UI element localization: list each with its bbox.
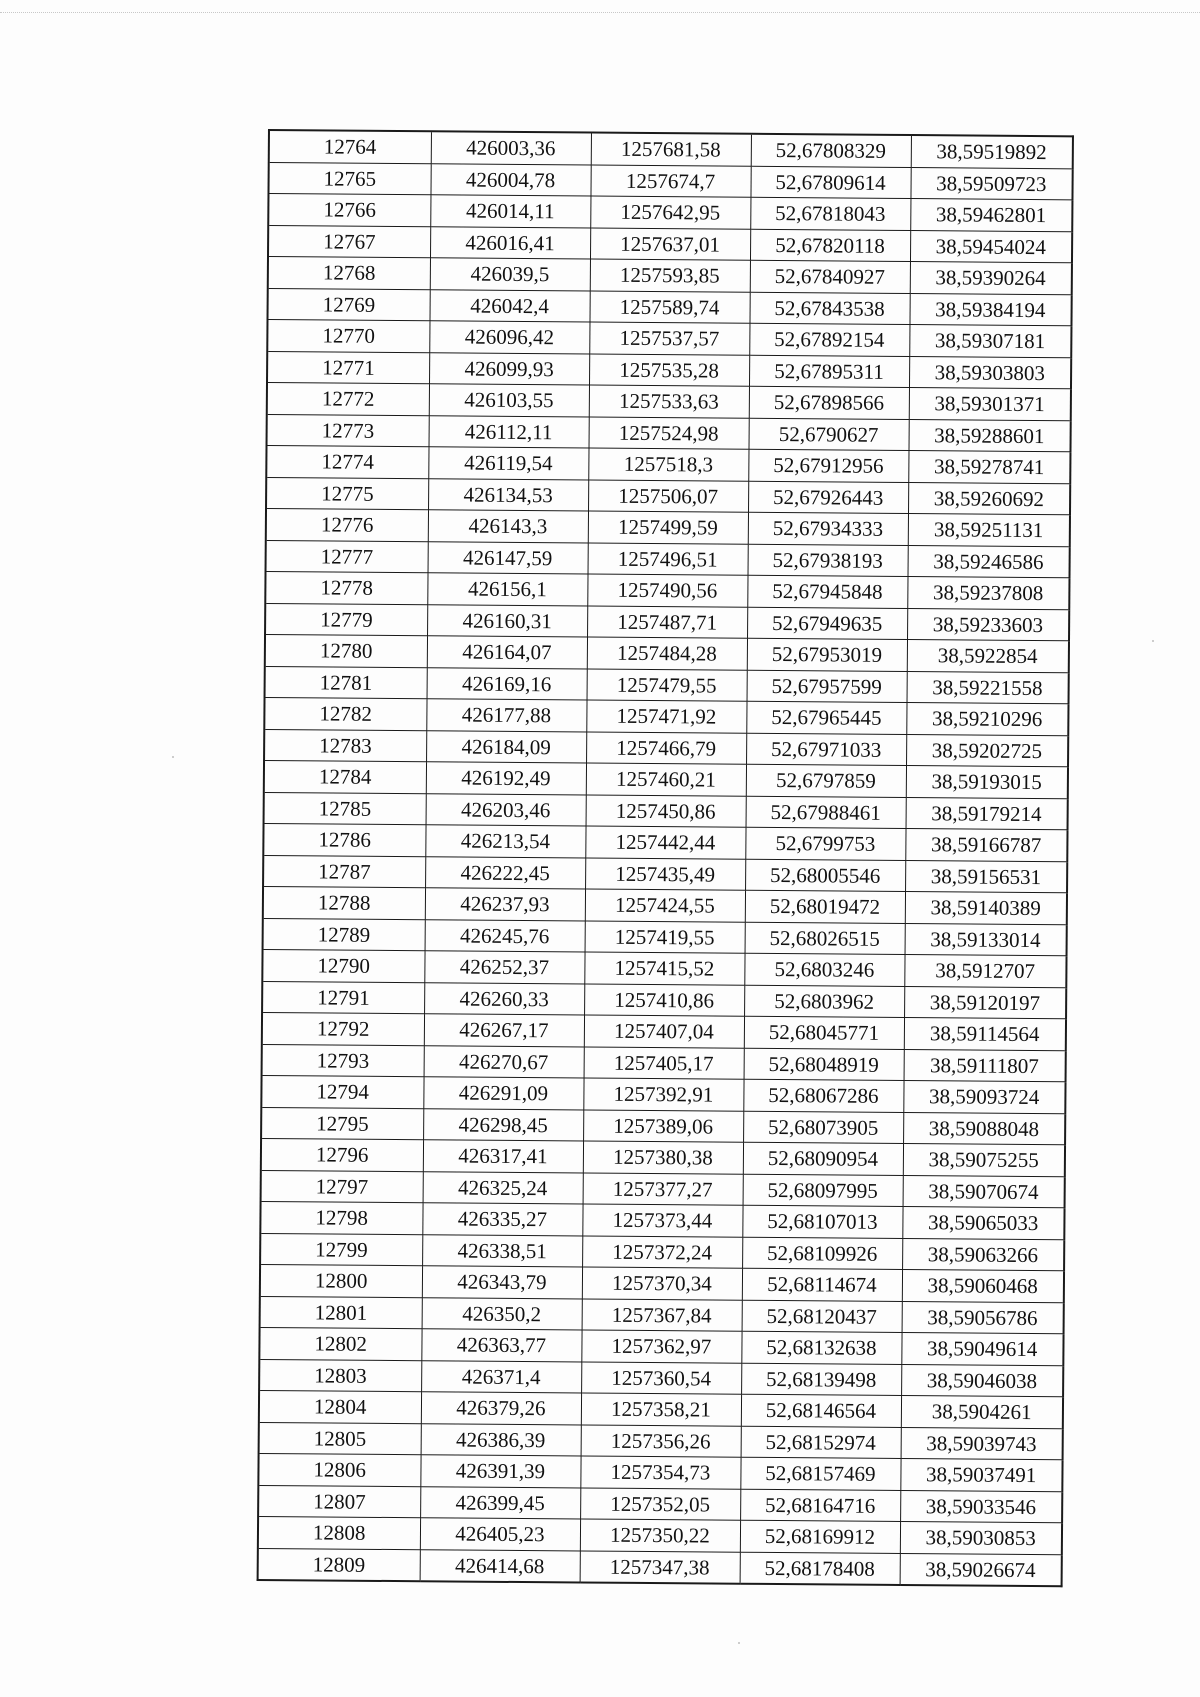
longitude-cell: 38,59093724 xyxy=(903,1081,1065,1114)
scan-speck xyxy=(1152,640,1154,642)
y-coordinate-cell: 1257589,74 xyxy=(589,291,749,324)
longitude-cell: 38,59063266 xyxy=(902,1238,1064,1271)
latitude-cell: 52,67892154 xyxy=(749,323,909,356)
latitude-cell: 52,68169912 xyxy=(740,1520,900,1553)
latitude-cell: 52,67938193 xyxy=(748,544,908,577)
latitude-cell: 52,68073905 xyxy=(743,1111,903,1144)
longitude-cell: 38,5904261 xyxy=(901,1396,1063,1429)
x-coordinate-cell: 426405,23 xyxy=(420,1518,580,1551)
latitude-cell: 52,6790627 xyxy=(748,418,908,451)
point-number-cell: 12775 xyxy=(266,477,428,510)
x-coordinate-cell: 426379,26 xyxy=(421,1392,581,1425)
latitude-cell: 52,68048919 xyxy=(744,1048,904,1081)
x-coordinate-cell: 426237,93 xyxy=(425,888,585,921)
x-coordinate-cell: 426222,45 xyxy=(425,856,585,889)
latitude-cell: 52,68146564 xyxy=(741,1394,901,1427)
y-coordinate-cell: 1257681,58 xyxy=(591,133,751,166)
longitude-cell: 38,59260692 xyxy=(908,482,1070,515)
latitude-cell: 52,68152974 xyxy=(741,1426,901,1459)
longitude-cell: 38,59111807 xyxy=(904,1049,1066,1082)
x-coordinate-cell: 426103,55 xyxy=(429,384,589,417)
y-coordinate-cell: 1257350,22 xyxy=(580,1519,740,1552)
x-coordinate-cell: 426203,46 xyxy=(426,793,586,826)
longitude-cell: 38,59221558 xyxy=(907,671,1069,704)
x-coordinate-cell: 426317,41 xyxy=(423,1140,583,1173)
latitude-cell: 52,67934333 xyxy=(748,512,908,545)
y-coordinate-cell: 1257392,91 xyxy=(583,1078,743,1111)
longitude-cell: 38,59462801 xyxy=(910,199,1072,232)
x-coordinate-cell: 426363,77 xyxy=(421,1329,581,1362)
point-number-cell: 12776 xyxy=(266,508,428,541)
x-coordinate-cell: 426335,27 xyxy=(422,1203,582,1236)
y-coordinate-cell: 1257410,86 xyxy=(584,984,744,1017)
x-coordinate-cell: 426014,11 xyxy=(430,195,590,228)
point-number-cell: 12772 xyxy=(267,383,429,416)
x-coordinate-cell: 426039,5 xyxy=(430,258,590,291)
longitude-cell: 38,59026674 xyxy=(900,1553,1062,1586)
latitude-cell: 52,67953019 xyxy=(747,638,907,671)
x-coordinate-cell: 426343,79 xyxy=(422,1266,582,1299)
x-coordinate-cell: 426291,09 xyxy=(423,1077,583,1110)
y-coordinate-cell: 1257360,54 xyxy=(581,1361,741,1394)
x-coordinate-cell: 426143,3 xyxy=(428,510,588,543)
point-number-cell: 12774 xyxy=(266,445,428,478)
y-coordinate-cell: 1257642,95 xyxy=(590,196,750,229)
latitude-cell: 52,68120437 xyxy=(742,1300,902,1333)
y-coordinate-cell: 1257347,38 xyxy=(580,1550,740,1583)
longitude-cell: 38,59179214 xyxy=(906,797,1068,830)
y-coordinate-cell: 1257518,3 xyxy=(588,448,748,481)
point-number-cell: 12790 xyxy=(262,949,424,982)
point-number-cell: 12803 xyxy=(259,1359,421,1392)
latitude-cell: 52,68005546 xyxy=(745,859,905,892)
y-coordinate-cell: 1257435,49 xyxy=(585,858,745,891)
latitude-cell: 52,68045771 xyxy=(744,1016,904,1049)
longitude-cell: 38,59519892 xyxy=(911,135,1073,168)
x-coordinate-cell: 426004,78 xyxy=(430,163,590,196)
point-number-cell: 12764 xyxy=(269,130,431,163)
latitude-cell: 52,67988461 xyxy=(746,796,906,829)
longitude-cell: 38,59088048 xyxy=(903,1112,1065,1145)
y-coordinate-cell: 1257367,84 xyxy=(582,1299,742,1332)
y-coordinate-cell: 1257524,98 xyxy=(589,417,749,450)
point-number-cell: 12794 xyxy=(261,1075,423,1108)
y-coordinate-cell: 1257637,01 xyxy=(590,228,750,261)
latitude-cell: 52,68132638 xyxy=(741,1331,901,1364)
point-number-cell: 12791 xyxy=(262,981,424,1014)
y-coordinate-cell: 1257389,06 xyxy=(583,1110,743,1143)
latitude-cell: 52,68067286 xyxy=(743,1079,903,1112)
latitude-cell: 52,68114674 xyxy=(742,1268,902,1301)
longitude-cell: 38,59288601 xyxy=(908,419,1070,452)
y-coordinate-cell: 1257533,63 xyxy=(589,385,749,418)
y-coordinate-cell: 1257674,7 xyxy=(590,165,750,198)
longitude-cell: 38,59384194 xyxy=(909,293,1071,326)
point-number-cell: 12771 xyxy=(267,351,429,384)
x-coordinate-cell: 426147,59 xyxy=(428,541,588,574)
point-number-cell: 12798 xyxy=(260,1201,422,1234)
latitude-cell: 52,67945848 xyxy=(747,575,907,608)
latitude-cell: 52,67898566 xyxy=(749,386,909,419)
x-coordinate-cell: 426164,07 xyxy=(427,636,587,669)
longitude-cell: 38,5922854 xyxy=(907,640,1069,673)
point-number-cell: 12804 xyxy=(259,1390,421,1423)
point-number-cell: 12795 xyxy=(261,1107,423,1140)
latitude-cell: 52,68164716 xyxy=(740,1489,900,1522)
y-coordinate-cell: 1257487,71 xyxy=(587,606,747,639)
scan-edge-line xyxy=(0,12,1200,13)
y-coordinate-cell: 1257352,05 xyxy=(580,1487,740,1520)
latitude-cell: 52,67808329 xyxy=(751,134,911,167)
point-number-cell: 12788 xyxy=(263,886,425,919)
x-coordinate-cell: 426160,31 xyxy=(427,604,587,637)
y-coordinate-cell: 1257499,59 xyxy=(588,511,748,544)
y-coordinate-cell: 1257380,38 xyxy=(583,1141,743,1174)
y-coordinate-cell: 1257442,44 xyxy=(585,826,745,859)
latitude-cell: 52,68090954 xyxy=(743,1142,903,1175)
x-coordinate-cell: 426192,49 xyxy=(426,762,586,795)
x-coordinate-cell: 426213,54 xyxy=(425,825,585,858)
point-number-cell: 12785 xyxy=(264,792,426,825)
x-coordinate-cell: 426134,53 xyxy=(428,478,588,511)
x-coordinate-cell: 426298,45 xyxy=(423,1108,583,1141)
latitude-cell: 52,68107013 xyxy=(742,1205,902,1238)
y-coordinate-cell: 1257356,26 xyxy=(581,1424,741,1457)
longitude-cell: 38,59166787 xyxy=(905,829,1067,862)
y-coordinate-cell: 1257424,55 xyxy=(585,889,745,922)
y-coordinate-cell: 1257496,51 xyxy=(588,543,748,576)
y-coordinate-cell: 1257537,57 xyxy=(589,322,749,355)
longitude-cell: 38,59202725 xyxy=(906,734,1068,767)
latitude-cell: 52,67809614 xyxy=(750,166,910,199)
x-coordinate-cell: 426386,39 xyxy=(421,1423,581,1456)
x-coordinate-cell: 426184,09 xyxy=(426,730,586,763)
point-number-cell: 12807 xyxy=(258,1485,420,1518)
x-coordinate-cell: 426260,33 xyxy=(424,982,584,1015)
longitude-cell: 38,59210296 xyxy=(906,703,1068,736)
y-coordinate-cell: 1257419,55 xyxy=(585,921,745,954)
point-number-cell: 12797 xyxy=(261,1170,423,1203)
longitude-cell: 38,59120197 xyxy=(904,986,1066,1019)
y-coordinate-cell: 1257506,07 xyxy=(588,480,748,513)
point-number-cell: 12769 xyxy=(268,288,430,321)
longitude-cell: 38,59278741 xyxy=(908,451,1070,484)
y-coordinate-cell: 1257593,85 xyxy=(590,259,750,292)
x-coordinate-cell: 426414,68 xyxy=(420,1549,580,1582)
point-number-cell: 12801 xyxy=(260,1296,422,1329)
point-number-cell: 12806 xyxy=(258,1453,420,1486)
point-number-cell: 12780 xyxy=(265,634,427,667)
y-coordinate-cell: 1257407,04 xyxy=(584,1015,744,1048)
latitude-cell: 52,67820118 xyxy=(750,229,910,262)
longitude-cell: 38,59233603 xyxy=(907,608,1069,641)
longitude-cell: 38,59390264 xyxy=(910,262,1072,295)
y-coordinate-cell: 1257373,44 xyxy=(582,1204,742,1237)
x-coordinate-cell: 426042,4 xyxy=(429,289,589,322)
scan-speck xyxy=(172,756,174,758)
latitude-cell: 52,6803962 xyxy=(744,985,904,1018)
latitude-cell: 52,67926443 xyxy=(748,481,908,514)
point-number-cell: 12796 xyxy=(261,1138,423,1171)
x-coordinate-cell: 426325,24 xyxy=(423,1171,583,1204)
y-coordinate-cell: 1257415,52 xyxy=(584,952,744,985)
latitude-cell: 52,67971033 xyxy=(746,733,906,766)
longitude-cell: 38,59193015 xyxy=(906,766,1068,799)
longitude-cell: 38,59033546 xyxy=(900,1490,1062,1523)
latitude-cell: 52,67843538 xyxy=(749,292,909,325)
point-number-cell: 12782 xyxy=(264,697,426,730)
x-coordinate-cell: 426267,17 xyxy=(424,1014,584,1047)
longitude-cell: 38,59056786 xyxy=(902,1301,1064,1334)
x-coordinate-cell: 426350,2 xyxy=(422,1297,582,1330)
y-coordinate-cell: 1257450,86 xyxy=(586,795,746,828)
x-coordinate-cell: 426270,67 xyxy=(424,1045,584,1078)
y-coordinate-cell: 1257479,55 xyxy=(587,669,747,702)
y-coordinate-cell: 1257466,79 xyxy=(586,732,746,765)
longitude-cell: 38,59046038 xyxy=(901,1364,1063,1397)
y-coordinate-cell: 1257362,97 xyxy=(581,1330,741,1363)
longitude-cell: 38,59301371 xyxy=(909,388,1071,421)
latitude-cell: 52,6797859 xyxy=(746,764,906,797)
latitude-cell: 52,68019472 xyxy=(745,890,905,923)
x-coordinate-cell: 426252,37 xyxy=(424,951,584,984)
latitude-cell: 52,6803246 xyxy=(744,953,904,986)
longitude-cell: 38,59039743 xyxy=(901,1427,1063,1460)
x-coordinate-cell: 426338,51 xyxy=(422,1234,582,1267)
latitude-cell: 52,6799753 xyxy=(745,827,905,860)
y-coordinate-cell: 1257460,21 xyxy=(586,763,746,796)
latitude-cell: 52,68109926 xyxy=(742,1237,902,1270)
point-number-cell: 12800 xyxy=(260,1264,422,1297)
x-coordinate-cell: 426391,39 xyxy=(420,1455,580,1488)
y-coordinate-cell: 1257405,17 xyxy=(584,1047,744,1080)
y-coordinate-cell: 1257535,28 xyxy=(589,354,749,387)
x-coordinate-cell: 426096,42 xyxy=(429,321,589,354)
point-number-cell: 12793 xyxy=(262,1044,424,1077)
y-coordinate-cell: 1257370,34 xyxy=(582,1267,742,1300)
point-number-cell: 12799 xyxy=(260,1233,422,1266)
point-number-cell: 12770 xyxy=(267,320,429,353)
point-number-cell: 12808 xyxy=(258,1516,420,1549)
longitude-cell: 38,59114564 xyxy=(904,1018,1066,1051)
x-coordinate-cell: 426399,45 xyxy=(420,1486,580,1519)
latitude-cell: 52,67957599 xyxy=(747,670,907,703)
longitude-cell: 38,59070674 xyxy=(903,1175,1065,1208)
point-number-cell: 12766 xyxy=(268,194,430,227)
point-number-cell: 12784 xyxy=(264,760,426,793)
x-coordinate-cell: 426245,76 xyxy=(425,919,585,952)
longitude-cell: 38,59454024 xyxy=(910,230,1072,263)
y-coordinate-cell: 1257484,28 xyxy=(587,637,747,670)
latitude-cell: 52,67840927 xyxy=(750,260,910,293)
latitude-cell: 52,68178408 xyxy=(740,1552,900,1585)
y-coordinate-cell: 1257354,73 xyxy=(580,1456,740,1489)
x-coordinate-cell: 426112,11 xyxy=(429,415,589,448)
longitude-cell: 38,59237808 xyxy=(907,577,1069,610)
latitude-cell: 52,67895311 xyxy=(749,355,909,388)
table-row xyxy=(258,1548,1062,1586)
latitude-cell: 52,68157469 xyxy=(740,1457,900,1490)
point-number-cell: 12777 xyxy=(266,540,428,573)
point-number-cell: 12768 xyxy=(268,257,430,290)
latitude-cell: 52,67949635 xyxy=(747,607,907,640)
latitude-cell: 52,68026515 xyxy=(745,922,905,955)
point-number-cell: 12767 xyxy=(268,225,430,258)
x-coordinate-cell: 426169,16 xyxy=(427,667,587,700)
longitude-cell: 38,59075255 xyxy=(903,1144,1065,1177)
x-coordinate-cell: 426156,1 xyxy=(427,573,587,606)
coordinates-table xyxy=(257,129,1074,1587)
latitude-cell: 52,67912956 xyxy=(748,449,908,482)
latitude-cell: 52,67818043 xyxy=(750,197,910,230)
y-coordinate-cell: 1257372,24 xyxy=(582,1236,742,1269)
x-coordinate-cell: 426119,54 xyxy=(428,447,588,480)
point-number-cell: 12805 xyxy=(259,1422,421,1455)
longitude-cell: 38,59049614 xyxy=(901,1333,1063,1366)
point-number-cell: 12809 xyxy=(258,1548,420,1581)
x-coordinate-cell: 426099,93 xyxy=(429,352,589,385)
longitude-cell: 38,59156531 xyxy=(905,860,1067,893)
longitude-cell: 38,59030853 xyxy=(900,1522,1062,1555)
longitude-cell: 38,59060468 xyxy=(902,1270,1064,1303)
point-number-cell: 12787 xyxy=(263,855,425,888)
coordinates-table-body xyxy=(258,130,1073,1586)
y-coordinate-cell: 1257490,56 xyxy=(587,574,747,607)
point-number-cell: 12802 xyxy=(259,1327,421,1360)
longitude-cell: 38,59133014 xyxy=(905,923,1067,956)
point-number-cell: 12783 xyxy=(264,729,426,762)
latitude-cell: 52,68097995 xyxy=(743,1174,903,1207)
longitude-cell: 38,5912707 xyxy=(904,955,1066,988)
x-coordinate-cell: 426003,36 xyxy=(431,131,591,164)
x-coordinate-cell: 426371,4 xyxy=(421,1360,581,1393)
longitude-cell: 38,59246586 xyxy=(908,545,1070,578)
longitude-cell: 38,59037491 xyxy=(900,1459,1062,1492)
longitude-cell: 38,59509723 xyxy=(910,167,1072,200)
point-number-cell: 12786 xyxy=(263,823,425,856)
point-number-cell: 12778 xyxy=(265,571,427,604)
point-number-cell: 12789 xyxy=(263,918,425,951)
y-coordinate-cell: 1257377,27 xyxy=(583,1173,743,1206)
longitude-cell: 38,59140389 xyxy=(905,892,1067,925)
y-coordinate-cell: 1257471,92 xyxy=(586,700,746,733)
y-coordinate-cell: 1257358,21 xyxy=(581,1393,741,1426)
point-number-cell: 12792 xyxy=(262,1012,424,1045)
point-number-cell: 12765 xyxy=(268,162,430,195)
point-number-cell: 12781 xyxy=(265,666,427,699)
longitude-cell: 38,59307181 xyxy=(909,325,1071,358)
scan-speck xyxy=(738,1642,740,1644)
longitude-cell: 38,59251131 xyxy=(908,514,1070,547)
point-number-cell: 12773 xyxy=(267,414,429,447)
x-coordinate-cell: 426016,41 xyxy=(430,226,590,259)
latitude-cell: 52,67965445 xyxy=(746,701,906,734)
longitude-cell: 38,59303803 xyxy=(909,356,1071,389)
latitude-cell: 52,68139498 xyxy=(741,1363,901,1396)
longitude-cell: 38,59065033 xyxy=(902,1207,1064,1240)
x-coordinate-cell: 426177,88 xyxy=(426,699,586,732)
point-number-cell: 12779 xyxy=(265,603,427,636)
